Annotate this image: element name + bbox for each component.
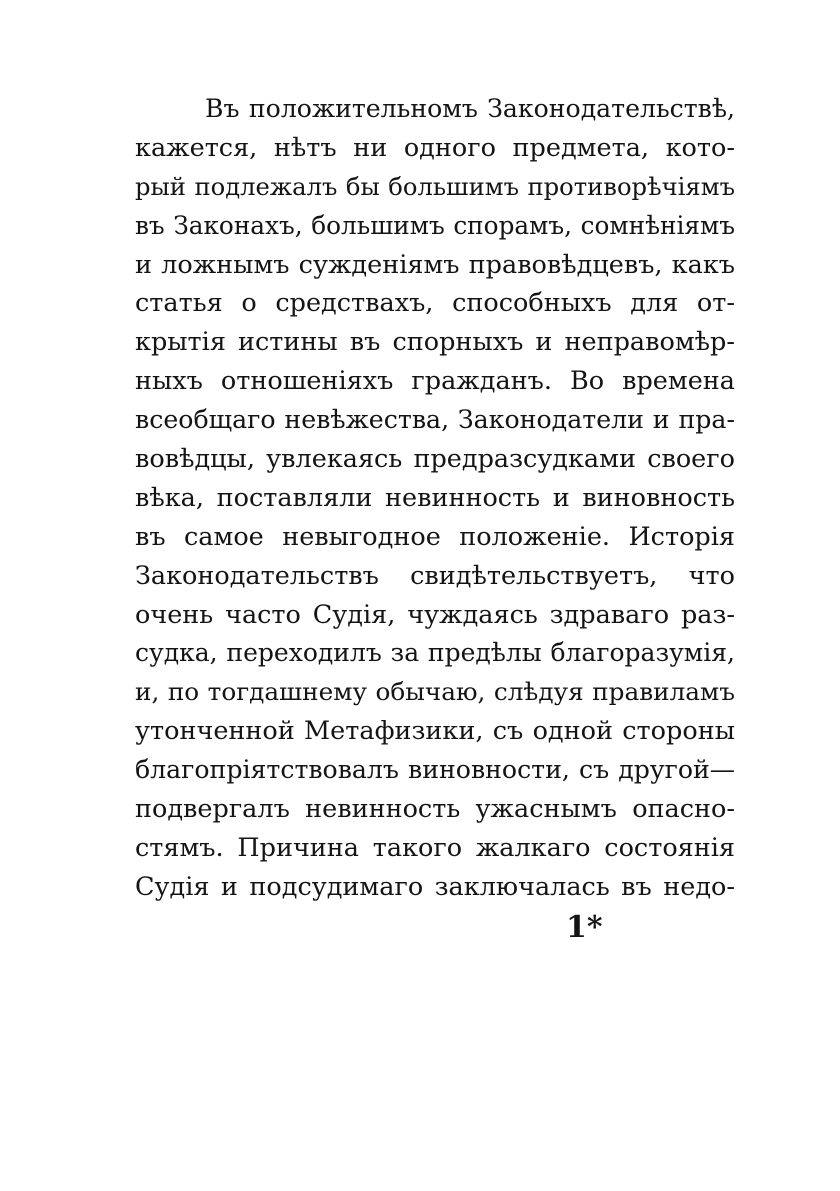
text-line: вѣка, поставляли невинность и виновность <box>135 482 735 513</box>
text-line: кажется, нѣтъ ни одного предмета, кото- <box>135 132 735 163</box>
text-line: очень часто Судія, чуждаясь здраваго раз- <box>135 599 735 630</box>
body-text <box>135 90 735 907</box>
text-line: въ Законахъ, большимъ спорамъ, сомнѣніямъ <box>135 210 735 240</box>
text-line: стямъ. Причина такого жалкаго состоянія <box>135 832 735 863</box>
text-line: рый подлежалъ бы большимъ противорѣчіямъ <box>135 171 735 201</box>
text-line: всеобщаго невѣжества, Законодатели и пра- <box>135 405 735 435</box>
text-line: крытія истины въ спорныхъ и неправомѣр- <box>135 327 735 358</box>
text-line: и, по тогдашнему обычаю, слѣдуя правиламъ <box>135 677 735 707</box>
text-line: вовѣдцы, увлекаясь предразсудками своего <box>135 444 735 475</box>
text-line: судка, переходилъ за предѣлы благоразумія, <box>135 638 735 668</box>
text-line: въ самое невыгодное положеніе. Исторія <box>135 521 735 552</box>
text-line: и ложнымъ сужденіямъ правовѣдцевъ, какъ <box>135 249 735 280</box>
text-line: благопріятствовалъ виновности, съ другой— <box>135 755 735 785</box>
text-line: Законодательствъ свидѣтельствуетъ, что <box>135 560 735 591</box>
text-line: статья о средствахъ, способныхъ для от- <box>135 288 735 319</box>
text-line: Въ положительномъ Законодательствѣ, <box>205 94 735 123</box>
text-line: Судія и подсудимаго заключалась въ недо- <box>135 871 735 902</box>
text-line: подвергалъ невинность ужаснымъ опасно- <box>135 794 735 825</box>
text-line: ныхъ отношеніяхъ гражданъ. Во времена <box>135 366 735 397</box>
text-line: утонченной Метафизики, съ одной стороны <box>135 716 735 747</box>
signature-mark: 1* <box>566 910 603 945</box>
